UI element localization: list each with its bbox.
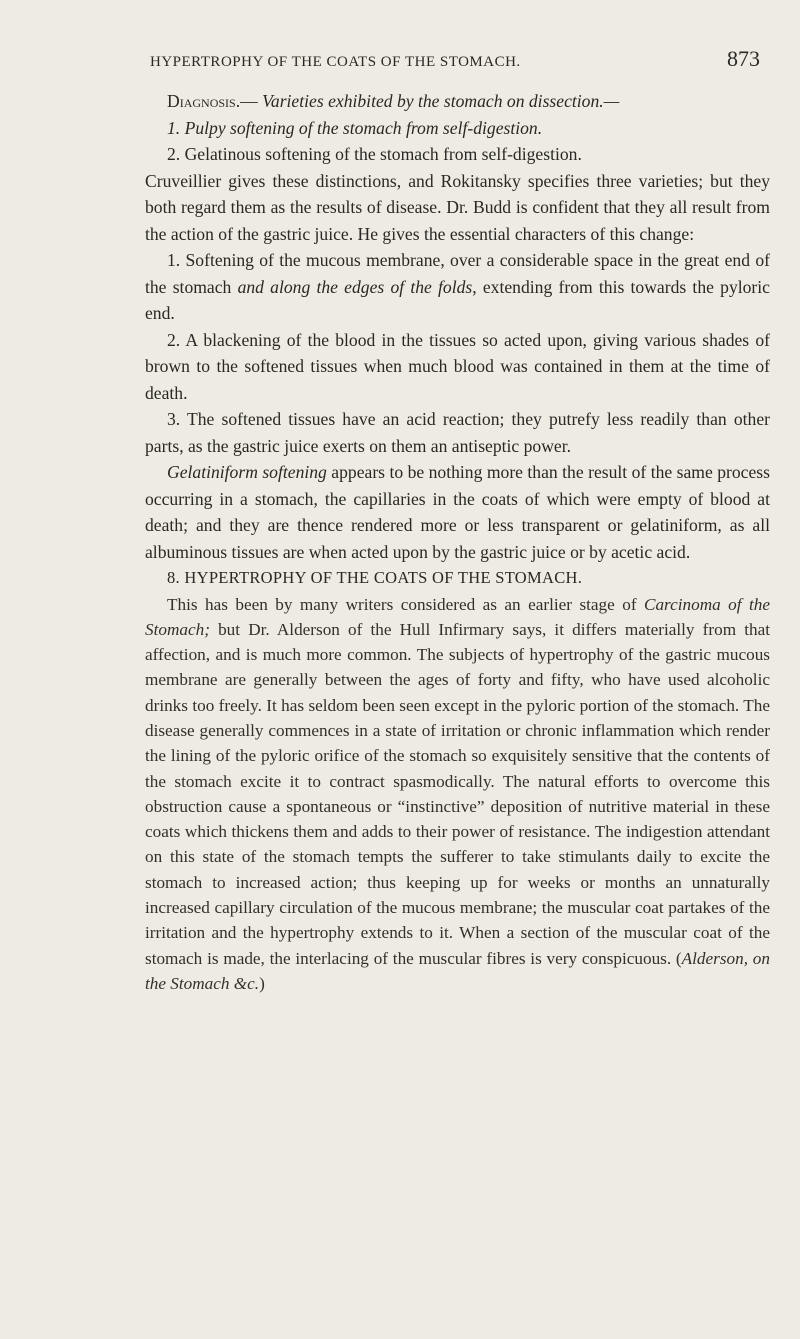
- page-number: 873: [727, 46, 760, 71]
- characteristic-2: 2. A blackening of the blood in the tissues so acted upon, giving various shades of brown to the softened tissues when much blood was contained in them at the time of death.: [145, 329, 770, 403]
- running-head: HYPERTROPHY OF THE COATS OF THE STOMACH.: [150, 54, 521, 70]
- diagnosis-title: Varieties exhibited by the stomach on dissection.—: [262, 91, 620, 111]
- characteristic-1: 1. Softening of the mucous membrane, over a considerable space in the great end of the stomach and along the edges of the folds, extending from this towards the pyloric end.: [145, 250, 770, 323]
- body-text: [145, 88, 770, 996]
- characteristic-3: 3. The softened tissues have an acid reaction; they putrefy less readily than other parts, as the gastric juice exerts on them an antiseptic power.: [145, 409, 770, 456]
- page-header: [150, 38, 760, 78]
- variety-1: 1. Pulpy softening of the stomach from self-digestion.: [167, 117, 543, 138]
- diagnosis-heading: [145, 88, 770, 115]
- variety-2: 2. Gelatinous softening of the stomach from self-digestion.: [167, 144, 582, 164]
- diagnosis-intro: Cruveillier gives these distinctions, and Rokitansky specifies three varieties; but they both regard them as the results of disease. Dr. Budd is confident that they all result from the action of the gastric juice. He gives the essential characters of this change:: [145, 170, 770, 244]
- hypertrophy-paragraph: This has been by many writers considered as an earlier stage of Carcinoma of the Stomach; but Dr. Alderson of the Hull Infirmary says, it differs materially from that affection, and is much more common. The subjects of hypertrophy of the gastric mucous membrane are generally between the ages of forty and fifty, who have used alcoholic drinks too freely. It has seldom been seen except in the pyloric portion of the stomach. The disease generally commences in a state of irritation or chronic inflammation which render the lining of the pyloric orifice of the stomach so exquisitely sensitive that the contents of the stomach excite it to contract spasmodically. The natural efforts to overcome this obstruction cause a spontaneous or “instinctive” deposition of nutritive material in these coats which thickens them and adds to their power of resistance. The indigestion attendant on this state of the stomach tempts the sufferer to take stimulants daily to excite the stomach to increased action; thus keeping up for weeks or months an unnaturally increased capillary circulation of the mucous membrane; the muscular coat partakes of the irritation and the hypertrophy extends to it. When a section of the muscular coat of the stomach is made, the interlacing of the muscular fibres is very conspicuous. (Alderson, on the Stomach &c.): [145, 594, 770, 993]
- citation: Alderson, on the Stomach &c.: [145, 948, 770, 993]
- section-heading: 8. HYPERTROPHY OF THE COATS OF THE STOMACH.: [167, 568, 583, 587]
- gelatiniform-paragraph: Gelatiniform softening appears to be nothing more than the result of the same process occurring in a stomach, the capillaries in the coats of which were empty of blood at death; and they are thence rendered more or less transparent or gelatiniform, as all albuminous tissues are when acted upon by the gastric juice or by acetic acid.: [145, 462, 770, 562]
- diagnosis-label: Diagnosis.—: [167, 91, 258, 111]
